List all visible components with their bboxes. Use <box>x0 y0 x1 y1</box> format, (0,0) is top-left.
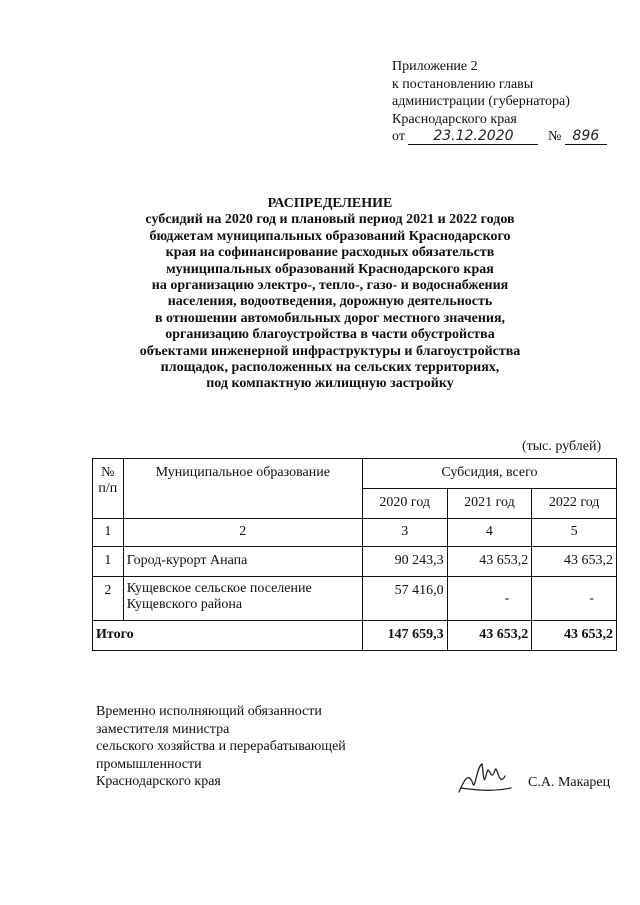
number-prefix: № <box>547 129 562 144</box>
column-number: 2 <box>123 519 362 547</box>
row-name: Город-курорт Анапа <box>123 547 362 577</box>
table-row <box>93 547 617 577</box>
title-line: площадок, расположенных на сельских территориях, <box>160 360 500 376</box>
column-number: 4 <box>447 519 532 547</box>
position-line: заместителя министра <box>96 721 230 737</box>
row-2020: 90 243,3 <box>362 547 447 577</box>
header-year: 2021 год <box>447 489 532 519</box>
date-prefix: от <box>392 129 405 144</box>
position-line: промышленности <box>96 756 202 772</box>
appendix-line: администрации (губернатора) <box>392 94 570 109</box>
total-2021: 43 653,2 <box>447 621 532 651</box>
number-handwritten: 896 <box>565 128 607 145</box>
row-2022: 43 653,2 <box>532 547 617 577</box>
appendix-header <box>392 58 622 146</box>
row-num: 1 <box>93 547 124 577</box>
signature-block <box>96 703 346 791</box>
title-line: населения, водоотведения, дорожную деятельность <box>167 294 493 310</box>
title-line: субсидий на 2020 год и плановый период 2021 и 2022 годов <box>145 212 515 228</box>
date-handwritten: 23.12.2020 <box>408 128 538 145</box>
title-line: бюджетам муниципальных образований Краснодарского <box>149 228 511 244</box>
title-line: организацию благоустройства в части обустройства <box>165 327 495 343</box>
row-num: 2 <box>93 577 124 621</box>
column-number: 5 <box>532 519 617 547</box>
title-line: на организацию электро-, тепло-, газо- и водоснабжения <box>151 278 509 294</box>
total-2022: 43 653,2 <box>532 621 617 651</box>
title-line: в отношении автомобильных дорог местного значения, <box>154 310 506 326</box>
appendix-line: Приложение 2 <box>392 59 478 74</box>
document-title <box>60 196 600 393</box>
title-line: муниципальных образований Краснодарского края <box>166 261 494 277</box>
row-2021: 43 653,2 <box>447 547 532 577</box>
total-row <box>93 621 617 651</box>
subsidy-table <box>92 458 617 651</box>
total-2020: 147 659,3 <box>362 621 447 651</box>
header-year: 2022 год <box>532 489 617 519</box>
header-year: 2020 год <box>362 489 447 519</box>
title-line: объектами инженерной инфраструктуры и благоустройства <box>139 343 521 359</box>
row-2022: - <box>532 577 617 621</box>
row-2020: 57 416,0 <box>362 577 447 621</box>
table-row <box>93 577 617 621</box>
position-line: Краснодарского края <box>96 774 221 789</box>
appendix-line: к постановлению главы <box>392 76 534 92</box>
column-number: 1 <box>93 519 124 547</box>
handwritten-signature-icon <box>455 758 515 798</box>
header-municipality: Муниципальное образование <box>123 459 362 519</box>
position-line: сельского хозяйства и перерабатывающей <box>96 739 346 754</box>
header-subsidy-total: Субсидия, всего <box>362 459 616 489</box>
header-num: № п/п <box>93 459 124 519</box>
row-name: Кущевское сельское поселение Кущевского района <box>123 577 362 621</box>
signer-name: С.А. Макарец <box>528 775 611 790</box>
title-line: под компактную жилищную застройку <box>206 376 454 392</box>
position-line: Временно исполняющий обязанности <box>96 704 322 719</box>
row-2021: - <box>447 577 532 621</box>
total-label: Итого <box>93 621 363 651</box>
appendix-line: Краснодарского края <box>392 111 517 127</box>
appendix-date-row <box>392 128 622 146</box>
column-number: 3 <box>362 519 447 547</box>
title-line: края на софинансирование расходных обязательств <box>165 245 495 261</box>
units-label: (тыс. рублей) <box>522 439 602 454</box>
title-heading: РАСПРЕДЕЛЕНИЕ <box>267 196 393 211</box>
